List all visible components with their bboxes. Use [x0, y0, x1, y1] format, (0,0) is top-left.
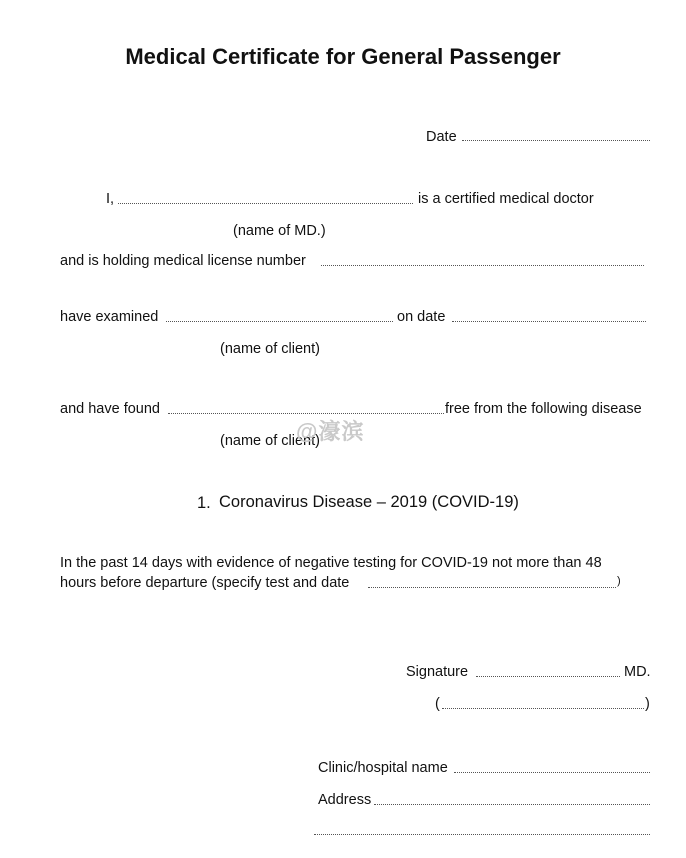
- test-details-field[interactable]: [368, 587, 616, 588]
- doctor-suffix: is a certified medical doctor: [418, 191, 594, 207]
- signature-label: Signature: [406, 664, 469, 680]
- doctor-prefix: I,: [106, 191, 115, 207]
- address-label: Address: [318, 792, 372, 808]
- date-label: Date: [426, 129, 457, 145]
- address-field-line-2[interactable]: [314, 834, 650, 835]
- found-label: and have found: [60, 401, 160, 417]
- clinic-name-field[interactable]: [454, 772, 650, 773]
- license-label: and is holding medical license number: [60, 253, 306, 269]
- signature-open-paren: (: [435, 696, 440, 712]
- license-number-field[interactable]: [321, 265, 644, 266]
- testing-line-1: In the past 14 days with evidence of negative testing for COVID-19 not more than 48: [60, 555, 602, 571]
- examined-label: have examined: [60, 309, 159, 325]
- watermark: @濠滨: [296, 419, 365, 444]
- client-name-field[interactable]: [166, 321, 393, 322]
- disease-number: 1.: [197, 494, 211, 512]
- found-suffix: free from the following disease: [445, 401, 642, 417]
- clinic-label: Clinic/hospital name: [318, 760, 448, 776]
- testing-line-2: hours before departure (specify test and date: [60, 575, 350, 591]
- address-field-line-1[interactable]: [374, 804, 650, 805]
- signature-md-suffix: MD.: [624, 664, 651, 680]
- found-client-field[interactable]: [168, 413, 444, 414]
- found-client-caption: (name of client): [220, 433, 320, 449]
- doctor-name-caption: (name of MD.): [233, 223, 326, 239]
- client-name-caption: (name of client): [220, 341, 320, 357]
- disease-name: Coronavirus Disease – 2019 (COVID-19): [219, 493, 519, 511]
- testing-close-paren: ): [617, 575, 621, 587]
- on-date-label: on date: [397, 309, 446, 325]
- signature-close-paren: ): [645, 696, 650, 712]
- exam-date-field[interactable]: [452, 321, 646, 322]
- doctor-name-field[interactable]: [118, 203, 413, 204]
- printed-name-field[interactable]: [442, 708, 644, 709]
- signature-field[interactable]: [476, 676, 620, 677]
- date-field[interactable]: [462, 140, 650, 141]
- certificate-title: Medical Certificate for General Passenger: [125, 44, 561, 69]
